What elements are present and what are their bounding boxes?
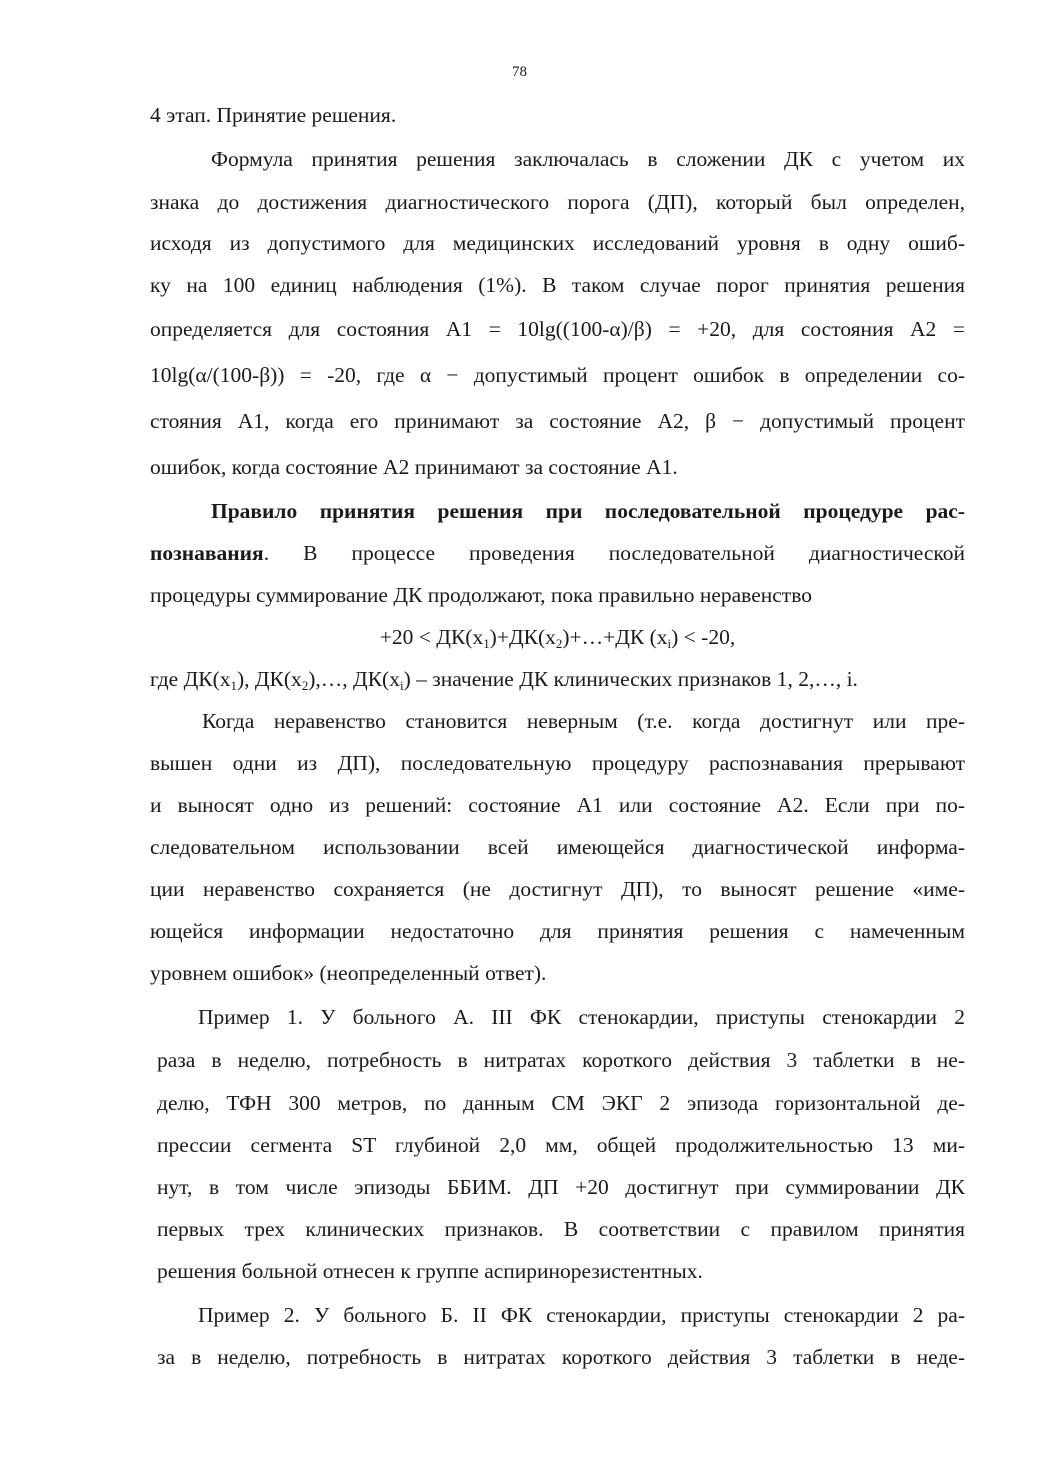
example1-line: Пример 1. У больного А. III ФК стенокардии, приступы стенокардии 2 [198,1005,965,1029]
rule-text: . В процессе проведения последовательной диагностической [263,541,965,565]
example1-line: раза в неделю, потребность в нитратах короткого действия 3 таблетки в не- [157,1048,965,1072]
para2-line: ющейся информации недостаточно для принятия решения с намеченным [150,919,965,943]
rule-line [150,540,965,566]
stage-title: 4 этап. Принятие решения. [150,103,397,127]
para1-line: Формула принятия решения заключалась в сложении ДК с учетом их [211,147,965,171]
para1-line: 10lg(α/(100-β)) = -20, где α − допустимый процент ошибок в определении со- [150,363,965,387]
example2-line: за в неделю, потребность в нитратах короткого действия 3 таблетки в неде- [157,1345,965,1369]
para2-line: следовательном использовании всей имеющейся диагностической информа- [150,835,965,859]
para2-line: вышен одни из ДП), последовательную процедуру распознавания прерывают [150,751,965,775]
example1-line: первых трех клинических признаков. В соответствии с правилом принятия [157,1217,965,1241]
example1-line: нут, в том числе эпизоды ББИМ. ДП +20 достигнут при суммировании ДК [157,1175,965,1199]
para2-line: ции неравенство сохраняется (не достигнут ДП), то выносят решение «име- [150,877,965,901]
formula-definition: где $ДК(x_1)$, $ДК(x_2),\dots$, $ДК(x_i)$ – значение ДК клинических признаков 1, 2,…, i. [150,667,858,693]
example2-line: Пример 2. У больного Б. II ФК стенокардии, приступы стенокардии 2 ра- [198,1303,965,1327]
para1-line: стояния А1, когда его принимают за состояние А2, β − допустимый процент [150,409,965,433]
para1-line: исходя из допустимого для медицинских исследований уровня в одну ошиб- [150,231,965,255]
para2-line: Когда неравенство становится неверным (т.е. когда достигнут или пре- [202,709,965,733]
para1-line: определяется для состояния А1 = 10lg((100-α)/β) = +20, для состояния А2 = [150,317,965,341]
inequality-formula: $+20 < ДК(x_1)+ДК(x_2)+\dots+ДК$ $(x_i) < -20$, [379,625,736,651]
rule-heading-line: Правило принятия решения при последовательной процедуре рас- [211,499,965,523]
para1-line: ку на 100 единиц наблюдения (1%). В таком случае порог принятия решения [150,273,965,297]
example1-line: решения больной отнесен к группе аспиринорезистентных. [157,1259,703,1283]
para2-line: и выносят одно из решений: состояние А1 или состояние А2. Если при по- [150,793,965,817]
para2-line: уровнем ошибок» (неопределенный ответ). [150,961,547,985]
para1-line: ошибок, когда состояние А2 принимают за состояние А1. [150,455,678,479]
example1-line: прессии сегмента ST глубиной 2,0 мм, общей продолжительностью 13 ми- [157,1133,965,1157]
example1-line: делю, ТФН 300 метров, по данным СМ ЭКГ 2 эпизода горизонтальной де- [157,1091,965,1115]
page-number: 78 [512,64,527,80]
rule-heading-end: познавания [150,541,264,565]
para1-line: знака до достижения диагностического порога (ДП), который был определен, [150,190,965,214]
rule-line: процедуры суммирование ДК продолжают, пока правильно неравенство [150,583,812,607]
